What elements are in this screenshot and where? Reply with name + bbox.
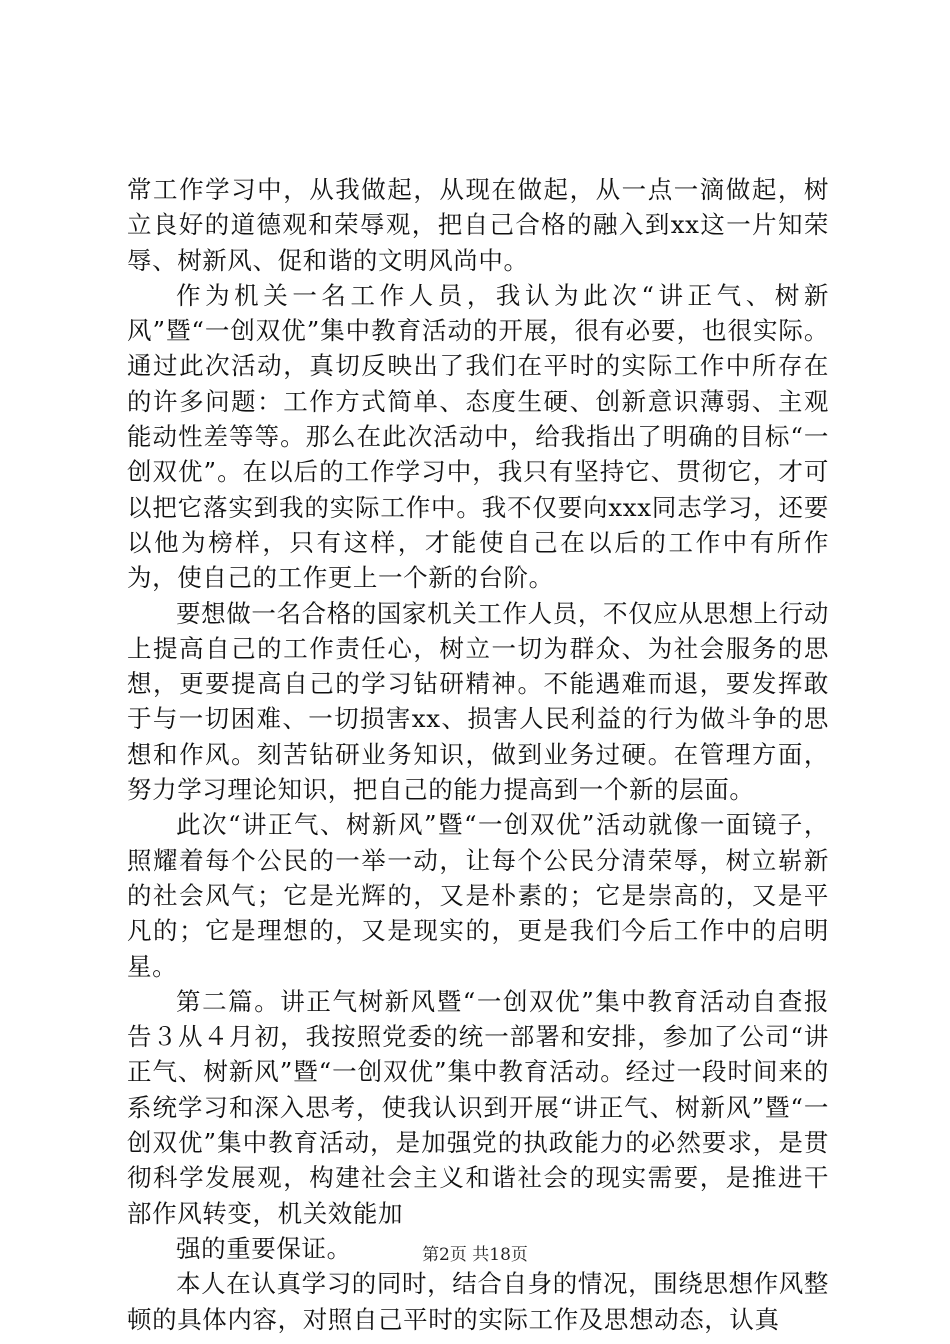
document-body [127,172,829,1337]
paragraph-4: 此次“讲正气、树新风”暨“一创双优”活动就像一面镜子，照耀着每个公民的一举一动，让每个公民分清荣辱，树立崭新的社会风气；它是光辉的，又是朴素的；它是崇高的，又是平凡的；它是理想的，又是现实的，更是我们今后工作中的启明星。 [127,810,829,981]
paragraph-3: 要想做一名合格的国家机关工作人员，不仅应从思想上行动上提高自己的工作责任心，树立一切为群众、为社会服务的思想，更要提高自己的学习钻研精神。不能遇难而退，要发挥敢于与一切困难、一切损害xx、损害人民利益的行为做斗争的思想和作风。刻苦钻研业务知识，做到业务过硬。在管理方面，努力学习理论知识，把自己的能力提高到一个新的层面。 [127,598,829,805]
paragraph-7: 本人在认真学习的同时，结合自身的情况，围绕思想作风整顿的具体内容，对照自己平时的实际工作及思想动态，认真 [127,1269,829,1334]
paragraph-1: 常工作学习中，从我做起，从现在做起，从一点一滴做起，树立良好的道德观和荣辱观，把自己合格的融入到xx这一片知荣辱、树新风、促和谐的文明风尚中。 [127,175,829,275]
paragraph-2: 作为机关一名工作人员，我认为此次“讲正气、树新风”暨“一创双优”集中教育活动的开展，很有必要，也很实际。通过此次活动，真切反映出了我们在平时的实际工作中所存在的许多问题：工作方式简单、态度生硬、创新意识薄弱、主观能动性差等等。那么在此次活动中，给我指出了明确的目标“一创双优”。在以后的工作学习中，我只有坚持它、贯彻它，才可以把它落实到我的实际工作中。我不仅要向xxx同志学习，还要以他为榜样，只有这样，才能使自己在以后的工作中有所作为，使自己的工作更上一个新的台阶。 [127,280,829,593]
paragraph-6: 强的重要保证。 [176,1233,352,1263]
page-footer [0,1244,950,1266]
paragraph-5: 第二篇。讲正气树新风暨“一创双优”集中教育活动自查报告３从４月初，我按照党委的统一部署和安排，参加了公司“讲正气、树新风”暨“一创双优”集中教育活动。经过一段时间来的系统学习和深入思考，使我认识到开展“讲正气、树新风”暨“一创双优”集中教育活动，是加强党的执政能力的必然要求，是贯彻科学发展观，构建社会主义和谐社会的现实需要，是推进干部作风转变，机关效能加 [127,986,829,1228]
page-number: 第2页 共18页 [422,1245,528,1265]
